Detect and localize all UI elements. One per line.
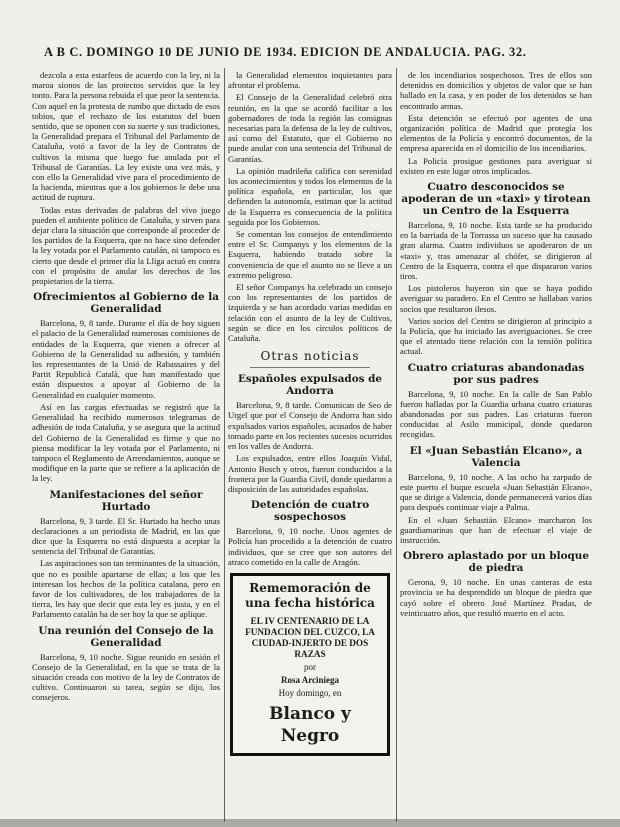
column-rule: [396, 68, 397, 822]
headline-elcano: El «Juan Sebastián Elcano», a Valencia: [409, 444, 583, 469]
paragraph: Barcelona, 9, 10 noche. En la calle de San Pablo fueron halladas por la Guardia urbana cuatro criaturas abandonadas por sus padres. Las criaturas fueron conducidas al Asilo municipal, donde quedaron recogidas.: [400, 388, 592, 440]
headline-manifestaciones: Manifestaciones del señor Hurtado: [49, 488, 203, 513]
paragraph: dezcola a esta estarfeos de acuerdo con la ley, ni la maroa sionos de las protectos servidos que la ley tonto. Para la persona rebuida el que peor la sentencia. Con aquel en la protesta de rumbo que dictado de esos tobios, que el rechazo de los estatutos del buen sentido, que se oponen con su suerte y sus tradiciones, la Generalidad prepara el Tribunal del Parlamento de Cataluña, votó a favor de la ley de Contratos de cultivos la misma que luego fue anulada por el Tribunal de Garantías. La ley existe una vez más, y con ello la Generalidad vive para el procedimiento de la hacienda, mientras que a los gobiernos le debe una actitud de ruptura.: [32, 70, 220, 203]
paragraph: Esta detención se efectuó por agentes de una organización política de Madrid que protegía los elementos de la Policía y encontró documentos, de la empresa aparecida en el domicilio de los incendiarios.: [400, 112, 592, 154]
headline-cuatro-desconocidos: Cuatro desconocidos se apoderan de un «taxi» y tirotean un Centro de la Esquerra: [401, 181, 591, 218]
column-right: [400, 70, 592, 822]
paragraph: Los expulsados, entre ellos Joaquín Vidal, Antonio Bosch y otros, fueron conducidos a la frontera por la Guardia Civil, donde quedaron a disposición de las autoridades españolas.: [228, 453, 392, 494]
ad-author: Rosa Arciniega: [280, 674, 340, 685]
paragraph: Gerona, 9, 10 noche. En unas canteras de esta provincia se ha desprendido un bloque de piedra que cayó sobre el obrero José Martínez Pradas, de veinticuatro años, que resultó muerto en el acto.: [400, 577, 592, 618]
paragraph: Barcelona, 9, 10 noche. Esta tarde se ha producido en la barriada de la Torrassa un suceso que ha causado gran alarma. Cuatro individuos se apoderaron de un «taxi» y, tras amenazar al chófer, se dirigieron al Centro de la Esquerra, contra el que dispararon varios tiros.: [400, 220, 592, 282]
paragraph: Barcelona, 9, 3 tarde. El Sr. Hurtado ha hecho unas declaraciones a un periodista de Madrid, en las que dice que la Esquerra no está dispuesta a aceptar la sentencia del Tribunal de Garantías.: [32, 515, 220, 557]
headline-obrero-aplastado: Obrero aplastado por un bloque de piedra: [403, 550, 589, 575]
paragraph: El Consejo de la Generalidad celebró otra reunión, en la que se acordó facilitar a los gobernadores de toda la región las consignas necesarias para la defensa de la ley de cultivos, así como del Estatuto, que el Gobierno no puede anular con una sentencia del Tribunal de Garantías.: [228, 92, 392, 164]
headline-espanoles-expulsados: Españoles expulsados de Andorra: [238, 373, 382, 398]
paragraph: Varios socios del Centro se dirigieron al principio a la Policía, que ha iniciado las averiguaciones. Se cree que el atentado tiene relación con la tensión política actual.: [400, 315, 592, 357]
column-rule: [224, 68, 225, 822]
column-left: [32, 70, 220, 822]
ad-brand: Blanco y Negro: [269, 703, 351, 746]
headline-cuatro-criaturas: Cuatro criaturas abandonadas por sus padres: [407, 361, 585, 386]
paragraph: El señor Companys ha celebrado un consejo con los representantes de los partidos de izquierda y se han acordado varias medidas en relación con el asunto de la ley de Cultivos, según se dice en los círculos políticos de Cataluña.: [228, 282, 392, 344]
column-middle: [228, 70, 392, 822]
ad-body: EL IV CENTENARIO DE LA FUNDACION DEL CUZCO, LA CIUDAD-INJERTO DE DOS RAZAS: [245, 615, 375, 659]
paragraph: de los incendiarios sospechosos. Tres de ellos son detenidos en domicilios y objetos de valor que se han hallado en la casa, y en poder de los detenidos se han encontrado armas.: [400, 70, 592, 111]
page-bottom-edge: [0, 819, 620, 827]
divider: [250, 367, 370, 368]
headline-ofrecimientos: Ofrecimientos al Gobierno de la Generalidad: [33, 291, 219, 316]
paragraph: La Policía prosigue gestiones para averiguar si existen en este lugar otros implicados.: [400, 155, 592, 176]
paragraph: Así en las cargas efectuadas se registró que la Generalidad ha recibido numerosos telegramas de adhesión de toda Cataluña, y se asegura que la actitud del Gobierno de la Generalidad es firme y que no piensa modificar la ley votada por el Parlamento, ni tampoco el Reglamento de Arrendamientos, aunque se modifique en la parte que se refiere a la aplicación de la ley.: [32, 401, 220, 484]
paragraph: la Generalidad elementos inquietantes para afrontar el problema.: [228, 70, 392, 91]
paragraph: Barcelona, 9, 10 noche. Sigue reunido en sesión el Consejo de la Generalidad, en la que se trata de la situación creada con motivo de la ley de Contratos de cultivo. Continuaron su tarea, según se dijo, los consejeros.: [32, 651, 220, 703]
paragraph: Los pistoleros huyeron sin que se haya podido averiguar su paradero. En el Centro se hallaban varios socios que resultaron ilesos.: [400, 283, 592, 314]
paragraph: Barcelona, 9, 10 noche. Unos agentes de Policía han procedido a la detención de cuatro individuos, que se cree que son autores del atraco cometido en la calle de Aragón.: [228, 526, 392, 567]
section-title-otras-noticias: Otras noticias: [260, 349, 360, 364]
ad-day: Hoy domingo, en: [278, 687, 342, 698]
masthead: A B C. DOMINGO 10 DE JUNIO DE 1934. EDICION DE ANDALUCIA. PAG. 32.: [44, 45, 527, 59]
advertisement-box: [230, 573, 390, 756]
paragraph: Barcelona, 9, 8 tarde. Comunican de Seo de Urgel que por el Consejo de Andorra han sido expulsados varios españoles, acusados de haber tomado parte en los recientes sucesos ocurridos en los valles de Andorra.: [228, 400, 392, 452]
paragraph: En el «Juan Sebastián Elcano» marcharon los guardiamarinas que han de efectuar el viaje de instrucción.: [400, 514, 592, 545]
paragraph: Barcelona, 9, 10 noche. A las ocho ha zarpado de este puerto el buque escuela «Juan Sebastián Elcano», que se dirige a Valencia, donde permanecerá varios días para después continuar viaje a Palma.: [400, 471, 592, 513]
headline-detencion: Detención de cuatro sospechosos: [250, 499, 370, 524]
paragraph: La opinión madrileña califica con serenidad los acontecimientos y todos los elementos de la política española, en particular, los que defienden la autonomía, estiman que la actitud de la Esquerra es consecuencia de la política seguida por los Gobiernos.: [228, 165, 392, 227]
paragraph: Se comentan los consejos de entendimiento entre el Sr. Companys y los elementos de la Esquerra, habiendo tratado sobre la conveniencia de que el asunto no se lleve a un extremo peligroso.: [228, 229, 392, 280]
headline-reunion-consejo: Una reunión del Consejo de la Generalidad: [38, 624, 214, 649]
paragraph: Barcelona, 9, 8 tarde. Durante el día de hoy siguen el palacio de la Generalidad numerosas comisiones de entidades de la Esquerra, que vienen a ofrecer al Gobierno de la Generalidad su adhesión, y también los representantes de la Unió de Rabassaires y del Partit Republicà Català, que han manifestado que están dispuestos a apoyar al Gobierno de la Generalidad en cualquier momento.: [32, 318, 220, 400]
paragraph: Todas estas derivadas de palabras del vivo juego pueden el ambiente político de Cataluña, y sirven para dejar clara la situación que corresponde al proceder de los partidos de la Esquerra, que no hace sino defender la ley votada por el Parlamento catalán, ni tampoco es cierto que desde el primer día la Lliga actuó en contra con el propósito de anular los derechos de los propietarios de la tierra.: [32, 204, 220, 287]
ad-by: por: [304, 661, 316, 672]
paragraph: Las aspiraciones son tan terminantes de la situación, que no es posible apartarse de ellas; a los que les interesan los hechos de la política catalana, pero en favor de los cultivadores, de los trabajadores de la tierra, les hay que decir que esta ley es justa, y en el Parlamento catalán ha de ser hoy la que se aplique.: [32, 558, 220, 620]
ad-title: Rememoración de una fecha histórica: [245, 580, 375, 610]
